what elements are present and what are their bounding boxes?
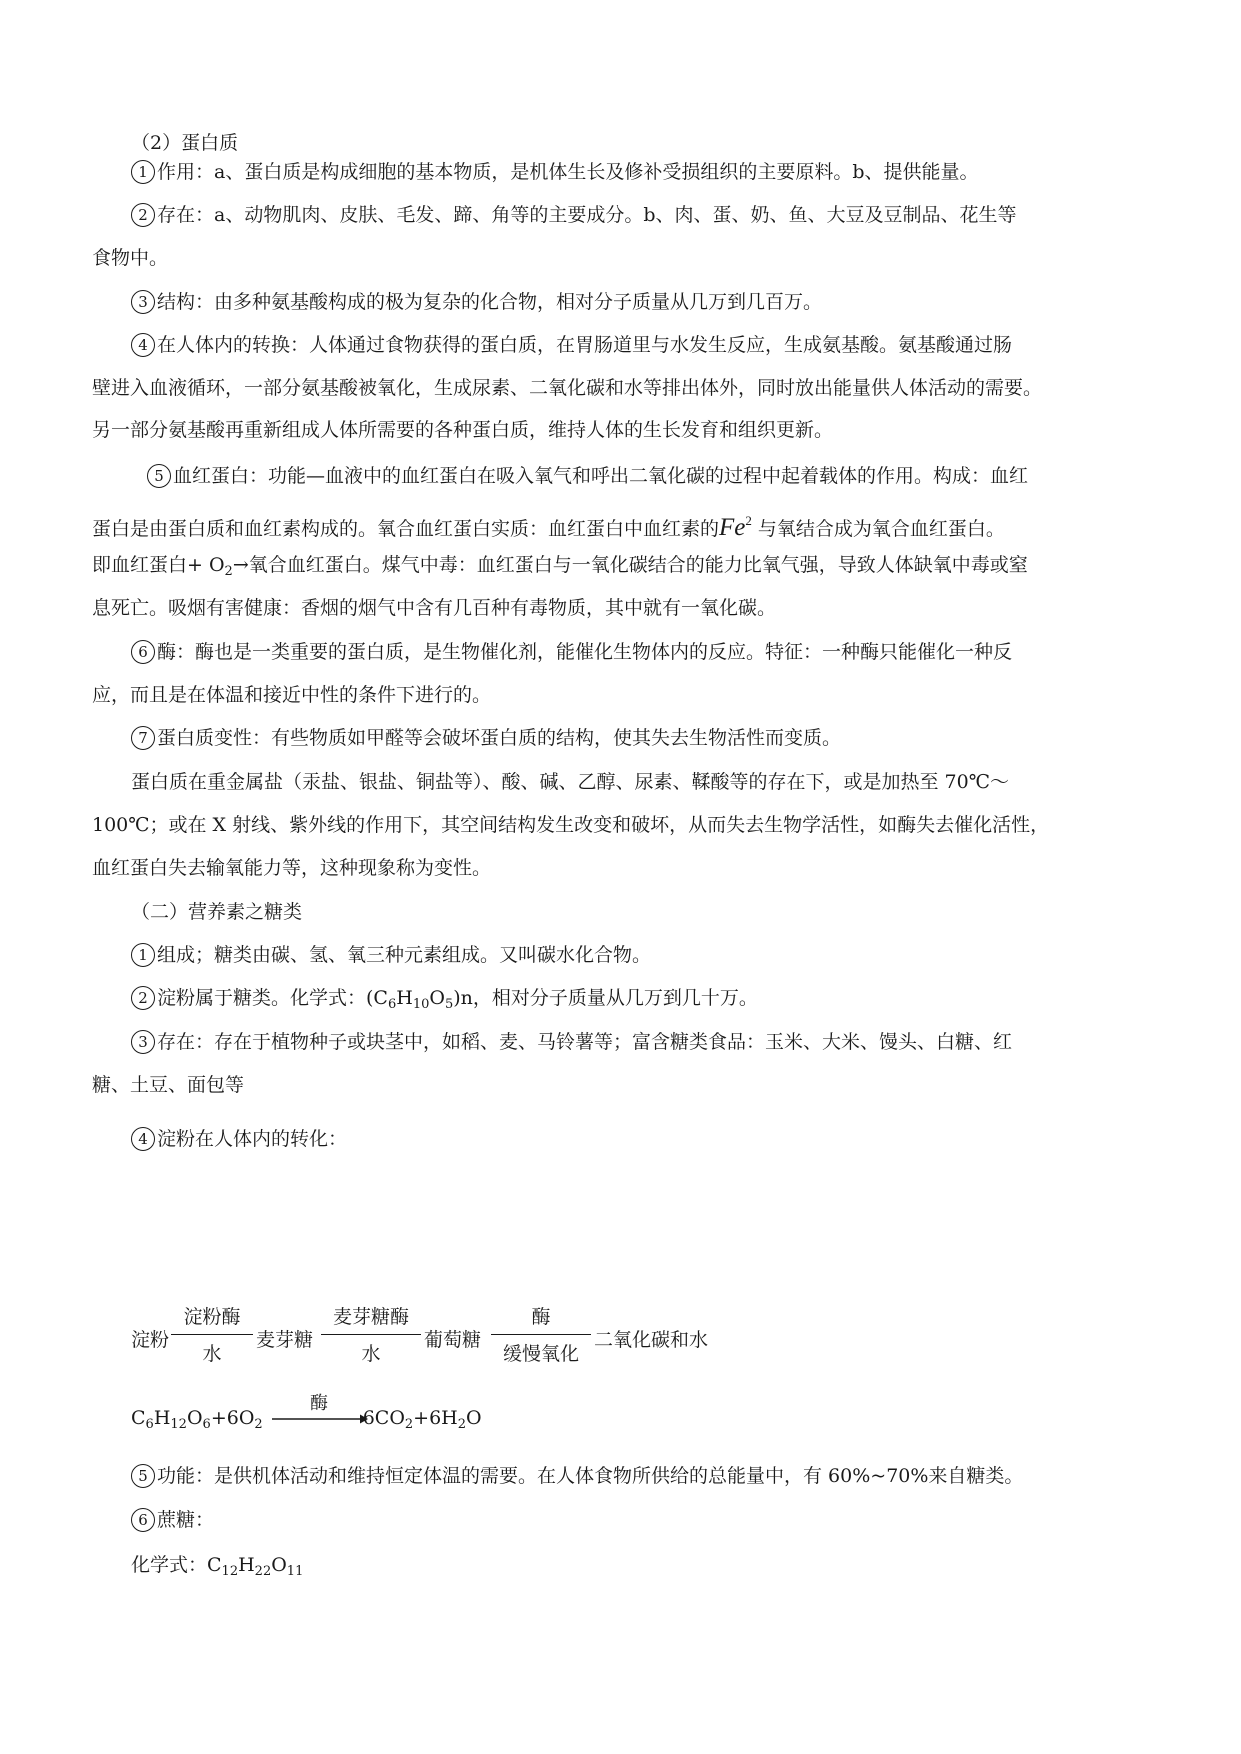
subscript: 6 <box>387 997 397 1012</box>
item-text: 功能：是供机体活动和维持恒定体温的需要。在人体食物所供给的总能量中，有 60%~70%来自糖类。 <box>157 1465 1024 1487</box>
item-text: 息死亡。吸烟有害健康：香烟的烟气中含有几百种有毒物质，其中就有一氧化碳。 <box>92 597 777 619</box>
denature-para-line3 <box>92 843 1112 893</box>
item-text: 应，而且是在体温和接近中性的条件下进行的。 <box>92 684 492 706</box>
item-text: 壁进入血液循环，一部分氨基酸被氧化，生成尿素、二氧化碳和水等排出体外，同时放出能量供人体活动的需要。 <box>92 377 1043 399</box>
protein-item-5-cont3 <box>92 583 1112 633</box>
protein-item-4-cont2 <box>92 405 1112 455</box>
sugar-item-3-cont <box>92 1060 1112 1110</box>
item-text: )n，相对分子质量从几万到几十万。 <box>453 987 758 1009</box>
item-text: H <box>396 987 413 1009</box>
flow-arrow-1 <box>171 1300 253 1369</box>
protein-item-5 <box>147 451 1167 501</box>
subscript: 12 <box>221 1564 239 1579</box>
subscript: 2 <box>254 1417 263 1432</box>
circled-number: 7 <box>131 726 155 750</box>
subscript: 6 <box>145 1417 154 1432</box>
subscript: 12 <box>170 1417 187 1432</box>
arrow-label-bottom: 水 <box>361 1343 381 1365</box>
arrow-label-bottom: 缓慢氧化 <box>502 1343 579 1365</box>
starch-conversion-flow <box>131 1300 831 1380</box>
flow-arrow-3 <box>491 1300 591 1369</box>
equation-text <box>131 1393 482 1450</box>
circled-number: 3 <box>131 1030 155 1054</box>
eq-part: C <box>131 1407 146 1429</box>
item-text: O <box>429 987 445 1009</box>
item-text: 结构：由多种氨基酸构成的极为复杂的化合物，相对分子质量从几万到几百万。 <box>157 291 823 313</box>
protein-item-7 <box>131 713 1151 763</box>
item-text: 组成；糖类由碳、氢、氧三种元素组成。又叫碳水化合物。 <box>157 944 652 966</box>
eq-part: O <box>466 1407 482 1429</box>
flow-starch: 淀粉 <box>131 1329 170 1351</box>
subscript: 22 <box>254 1564 272 1579</box>
iron-symbol <box>719 514 752 541</box>
arrow-label-top: 酶 <box>531 1306 551 1328</box>
flow-arrow-2 <box>321 1300 421 1369</box>
item-text: 糖、土豆、面包等 <box>92 1074 245 1096</box>
item-text: 食物中。 <box>92 247 169 269</box>
protein-item-2-cont <box>92 233 1112 283</box>
item-text: →氧合血红蛋白。煤气中毒：血红蛋白与一氧化碳结合的能力比氧气强，导致人体缺氧中毒或窒 <box>232 554 1028 576</box>
item-text: 另一部分氨基酸再重新组成人体所需要的各种蛋白质，维持人体的生长发育和组织更新。 <box>92 419 834 441</box>
item-text: 淀粉在人体内的转化： <box>157 1128 348 1150</box>
item-text: 血红蛋白：功能—血液中的血红蛋白在吸入氧气和呼出二氧化碳的过程中起着载体的作用。构成：血红 <box>173 465 1029 487</box>
subscript: 2 <box>224 564 233 579</box>
eq-part: O <box>186 1407 203 1429</box>
circled-number: 5 <box>131 1464 155 1488</box>
item-text: 存在：存在于植物种子或块茎中，如稻、麦、马铃薯等；富含糖类食品：玉米、大米、馒头、白糖、红 <box>157 1031 1013 1053</box>
circled-number: 1 <box>131 160 155 184</box>
flow-co2-water: 二氧化碳和水 <box>594 1329 709 1351</box>
paragraph-text: 100℃；或在 X 射线、紫外线的作用下，其空间结构发生改变和破坏，从而失去生物学活性，如酶失去催化活性， <box>92 814 1050 836</box>
equation-catalyst: 酶 <box>310 1393 328 1414</box>
eq-part: +6H <box>413 1407 458 1429</box>
item-text: 淀粉属于糖类。化学式：(C <box>157 987 388 1009</box>
sugar-item-5 <box>131 1451 1151 1501</box>
subscript: 2 <box>457 1417 467 1432</box>
paragraph-text: 血红蛋白失去输氧能力等，这种现象称为变性。 <box>92 857 492 879</box>
arrow-label-top: 麦芽糖酶 <box>332 1306 409 1328</box>
subscript: 10 <box>412 997 430 1012</box>
item-text: 作用：a、蛋白质是构成细胞的基本物质，是机体生长及修补受损组织的主要原料。b、提供能量。 <box>157 161 979 183</box>
circled-number: 4 <box>131 1127 155 1151</box>
circled-number: 1 <box>131 943 155 967</box>
subscript: 6 <box>202 1417 211 1432</box>
item-text: 蛋白是由蛋白质和血红素构成的。氧合血红蛋白实质：血红蛋白中血红素的 <box>92 518 720 540</box>
glucose-equation <box>131 1393 831 1443</box>
circled-number: 6 <box>131 640 155 664</box>
item-text: 即血红蛋白+ O <box>92 554 225 576</box>
item-text: 与氧结合成为氧合血红蛋白。 <box>751 518 1005 540</box>
item-text: 存在：a、动物肌肉、皮肤、毛发、蹄、角等的主要成分。b、肉、蛋、奶、鱼、大豆及豆制品、花生等 <box>157 204 1017 226</box>
sucrose-formula <box>131 1540 1151 1597</box>
circled-number: 2 <box>131 203 155 227</box>
item-text: 蛋白质变性：有些物质如甲醛等会破坏蛋白质的结构，使其失去生物活性而变质。 <box>157 727 842 749</box>
circled-number: 2 <box>131 986 155 1010</box>
iron-text: Fe <box>719 514 746 541</box>
circled-number: 3 <box>131 290 155 314</box>
formula-text: 化学式：C <box>131 1554 222 1576</box>
item-text: 酶：酶也是一类重要的蛋白质，是生物催化剂，能催化生物体内的反应。特征：一种酶只能催化一种反 <box>157 641 1013 663</box>
flow-glucose: 葡萄糖 <box>424 1329 482 1351</box>
item-text: 在人体内的转换：人体通过食物获得的蛋白质，在胃肠道里与水发生反应，生成氨基酸。氨基酸通过肠 <box>157 334 1013 356</box>
sugar-item-6 <box>131 1495 1151 1545</box>
circled-number: 6 <box>131 1508 155 1532</box>
flow-maltose: 麦芽糖 <box>256 1329 314 1351</box>
formula-text: H <box>238 1554 255 1576</box>
eq-part: +6O <box>210 1407 255 1429</box>
arrow-label-top: 淀粉酶 <box>183 1306 241 1328</box>
formula-text: O <box>271 1554 287 1576</box>
subscript: 2 <box>404 1417 414 1432</box>
subscript: 5 <box>444 997 454 1012</box>
heading-text: （二）营养素之糖类 <box>131 901 303 923</box>
arrow-label-bottom: 水 <box>202 1343 222 1365</box>
item-text: 蔗糖： <box>157 1509 215 1531</box>
eq-part: H <box>153 1407 171 1429</box>
paragraph-text: 蛋白质在重金属盐（汞盐、银盐、铜盐等）、酸、碱、乙醇、尿素、鞣酸等的存在下，或是加热至 70℃～ <box>131 771 1009 793</box>
circled-number: 5 <box>147 464 171 488</box>
subscript: 11 <box>286 1564 304 1579</box>
iron-charge: 2 <box>745 513 752 528</box>
heading-text: （2）蛋白质 <box>131 132 239 154</box>
sugar-item-4 <box>131 1114 1151 1164</box>
eq-part: 6CO <box>362 1407 405 1429</box>
circled-number: 4 <box>131 333 155 357</box>
